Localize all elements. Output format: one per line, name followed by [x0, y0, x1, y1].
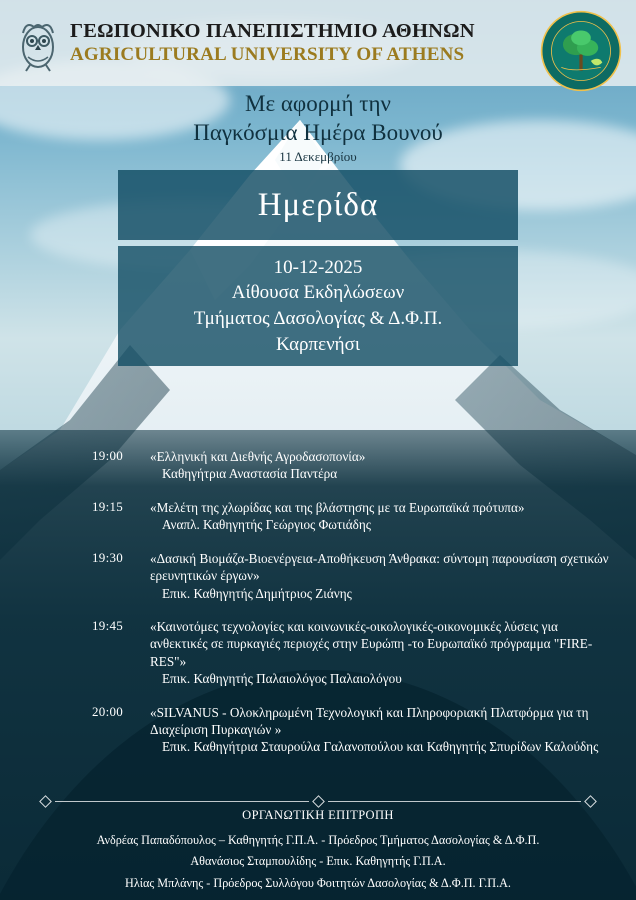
- section-divider: [36, 794, 600, 808]
- program-item-time: 20:00: [92, 703, 124, 719]
- owl-emblem-icon: [12, 13, 64, 73]
- program-item-speaker: Αναπλ. Καθηγητής Γεώργιος Φωτιάδης: [162, 517, 371, 533]
- university-name-english: AGRICULTURAL UNIVERSITY OF ATHENS: [70, 44, 465, 66]
- program-item: [0, 448, 636, 483]
- university-name-block: [70, 21, 475, 65]
- divider-line: [55, 801, 309, 802]
- occasion-line3: 11 Δεκεμβρίου: [279, 148, 357, 164]
- department-seal-icon: [540, 10, 622, 92]
- diamond-icon: [584, 795, 597, 808]
- program-item-talk: «Καινοτόμες τεχνολογίες και κοινωνικές-οικολογικές-οικονομικές λύσεις για ανθεκτικές σε πυρκαγιές περιοχές στην Ευρώπη -το Ευρωπαϊκό πρόγραμμα "FIRE-RES"»: [150, 618, 593, 669]
- program-item-body: [150, 499, 610, 534]
- program-item-talk: «Ελληνική και Διεθνής Αγροδασοπονία»: [150, 449, 366, 464]
- program-item-time: 19:00: [92, 448, 124, 463]
- program-item-body: [150, 704, 610, 756]
- program-item: [0, 618, 636, 688]
- program-item-talk: «SILVANUS - Ολοκληρωμένη Τεχνολογική και Πληροφοριακή Πλατφόρμα για τη Διαχείριση Πυρκαγιών »: [150, 704, 589, 738]
- committee-member: Ηλίας Μπλάνης - Πρόεδρος Συλλόγου Φοιτητών Δασολογίας & Δ.Φ.Π. Γ.Π.Α.: [125, 875, 511, 890]
- occasion-line2: Παγκόσμια Ημέρα Βουνού: [193, 119, 443, 145]
- program-item-time: 19:30: [92, 549, 124, 565]
- program-item-talk: «Μελέτη της χλωρίδας και της βλάστησης με τα Ευρωπαϊκά πρότυπα»: [150, 499, 525, 515]
- occasion-block: [0, 90, 636, 165]
- occasion-line1: Με αφορμή την: [245, 91, 391, 116]
- event-title-panel: [118, 170, 518, 240]
- divider-line: [328, 801, 582, 802]
- program-item-talk: «Δασική Βιομάζα-Βιοενέργεια-Αποθήκευση Άνθρακα: σύντομη παρουσίαση σχετικών ερευνητικών έργων»: [150, 550, 609, 584]
- program-item-speaker: Επικ. Καθηγήτρια Σταυρούλα Γαλανοπούλου και Καθηγητής Σπυρίδων Καλούδης: [162, 739, 599, 755]
- university-header: [0, 0, 636, 86]
- program-item-body: [150, 550, 610, 602]
- program-item-speaker: Καθηγήτρια Αναστασία Παντέρα: [162, 466, 338, 482]
- event-venue-line1: Αίθουσα Εκδηλώσεων: [231, 282, 405, 304]
- program-item-speaker: Επικ. Καθηγητής Παλαιολόγος Παλαιολόγου: [162, 671, 402, 687]
- program-item: [0, 499, 636, 534]
- university-name-greek: ΓΕΩΠΟΝΙΚΟ ΠΑΝΕΠΙΣΤΗΜΙΟ ΑΘΗΝΩΝ: [70, 19, 475, 42]
- program-item-speaker: Επικ. Καθηγητής Δημήτριος Ζιάνης: [162, 585, 352, 601]
- event-date: 10-12-2025: [273, 256, 363, 278]
- organizing-committee: [0, 808, 636, 894]
- event-info-panel: [118, 246, 518, 366]
- program-item: [0, 704, 636, 756]
- program-item-time: 19:15: [92, 498, 124, 514]
- program-list: [0, 448, 636, 772]
- event-title: Ημερίδα: [257, 186, 379, 223]
- program-item-body: [150, 448, 610, 483]
- event-venue-line3: Καρπενήσι: [276, 333, 360, 355]
- program-item-body: [150, 618, 610, 688]
- diamond-icon: [39, 795, 52, 808]
- program-item: [0, 550, 636, 602]
- event-venue-line2: Τμήματος Δασολογίας & Δ.Φ.Π.: [193, 308, 443, 329]
- committee-member: Ανδρέας Παπαδόπουλος – Καθηγητής Γ.Π.Α. - Πρόεδρος Τμήματος Δασολογίας & Δ.Φ.Π.: [96, 833, 540, 847]
- diamond-icon: [312, 795, 325, 808]
- committee-member: Αθανάσιος Σταμπουλίδης - Επικ. Καθηγητής Γ.Π.Α.: [190, 854, 446, 869]
- program-item-time: 19:45: [92, 617, 124, 633]
- committee-title: ΟΡΓΑΝΩΤΙΚΗ ΕΠΙΤΡΟΠΗ: [242, 808, 394, 822]
